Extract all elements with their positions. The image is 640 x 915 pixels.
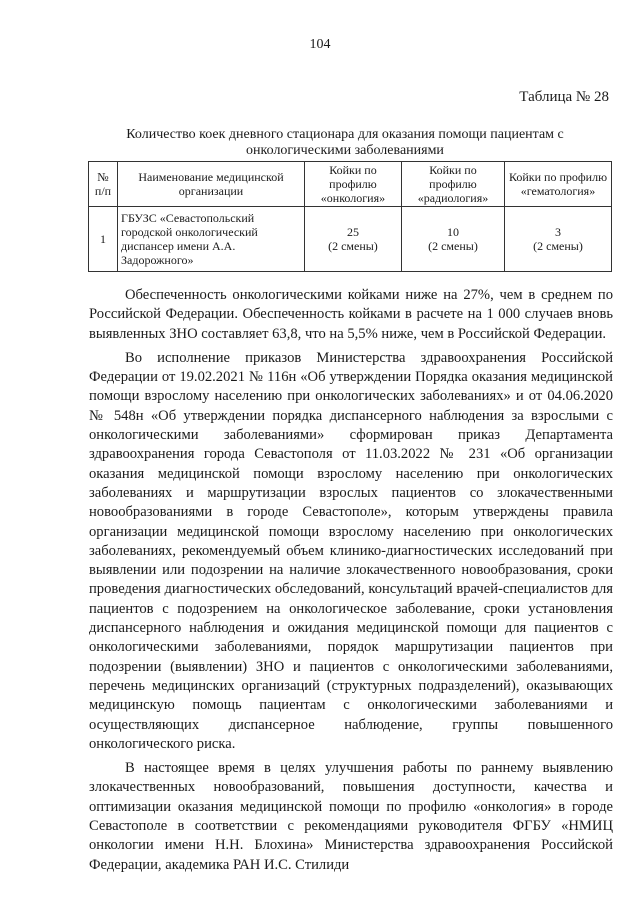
oncology-value: 25 — [346, 225, 359, 239]
row-oncology-cell — [305, 207, 402, 272]
header-number: № п/п — [89, 162, 118, 207]
beds-table — [88, 161, 612, 272]
body-text — [89, 286, 613, 880]
hematology-shifts: (2 смены) — [533, 239, 583, 253]
row-hematology-cell — [505, 207, 612, 272]
paragraph: Обеспеченность онкологическими койками ниже на 27%, чем в среднем по Российской Федерации. Обеспеченность койками в расчете на 1 000 случаев вновь выявленных ЗНО составляет 63,8, что на 5,5% ниже, чем в Российской Федерации. — [89, 287, 613, 342]
table-row — [89, 207, 612, 272]
table-title: Количество коек дневного стационара для оказания помощи пациентам с онкологическими заболеваниями — [126, 127, 564, 158]
header-organization: Наименование медицинской организации — [118, 162, 305, 207]
radiology-shifts: (2 смены) — [428, 239, 478, 253]
header-oncology: Койки по профилю «онкология» — [305, 162, 402, 207]
paragraph: Во исполнение приказов Министерства здравоохранения Российской Федерации от 19.02.2021 № 116н «Об утверждении Порядка оказания медицинской помощи взрослому населению при онкологических заболеваниях» и от 04.06.2020 № 548н «Об утверждении порядка диспансерного наблюдения за взрослыми с онкологическими заболеваниями» сформирован приказ Департамента здравоохранения города Севастополя от 11.03.2022 № 231 «Об организации оказания медицинской помощи взрослому населению при онкологических заболеваниях и маршрутизации взрослых пациентов со злокачественными новообразованиями в городе Севастополе», которым утверждены правила организации медицинской помощи взрослому населению при онкологических заболеваниях, рекомендуемый объем клинико-диагностических исследований при выявлении или подозрении на наличие злокачественного новообразования, сроки проведения диагностических обследований, консультаций врачей-специалистов для пациентов с подозрением на онкологическое заболевание, сроки установления диспансерного наблюдения и ожидания медицинской помощи для пациентов с онкологическими заболеваниями, порядок маршрутизации пациентов при подозрении (выявлении) ЗНО и пациентов с онкологическими заболеваниями, перечень медицинских организаций (структурных подразделений), оказывающих медицинскую помощь пациентам с онкологическими заболеваниями и осуществляющих диспансерное наблюдение, группы повышенного онкологического риска. — [89, 349, 613, 752]
radiology-value: 10 — [446, 225, 459, 239]
row-number: 1 — [89, 207, 118, 272]
paragraph: В настоящее время в целях улучшения работы по раннему выявлению злокачественных новообразований, повышения доступности, качества и оптимизации оказания медицинской помощи по профилю «онкология» в городе Севастополе в соответствии с рекомендациями руководителя ФГБУ «НМИЦ онкологии имени Н.Н. Блохина» Министерства здравоохранения Российской Федерации, академика РАН И.С. Стилиди — [89, 760, 613, 873]
page-number: 104 — [309, 37, 331, 52]
table-header-row — [89, 162, 612, 207]
row-organization: ГБУЗС «Севастопольский городской онкологический диспансер имени А.А. Задорожного» — [118, 207, 305, 272]
oncology-shifts: (2 смены) — [328, 239, 378, 253]
header-hematology: Койки по профилю «гематология» — [505, 162, 612, 207]
row-radiology-cell — [401, 207, 504, 272]
header-radiology: Койки по профилю «радиология» — [401, 162, 504, 207]
table-label: Таблица № 28 — [519, 89, 609, 105]
hematology-value: 3 — [555, 225, 561, 239]
